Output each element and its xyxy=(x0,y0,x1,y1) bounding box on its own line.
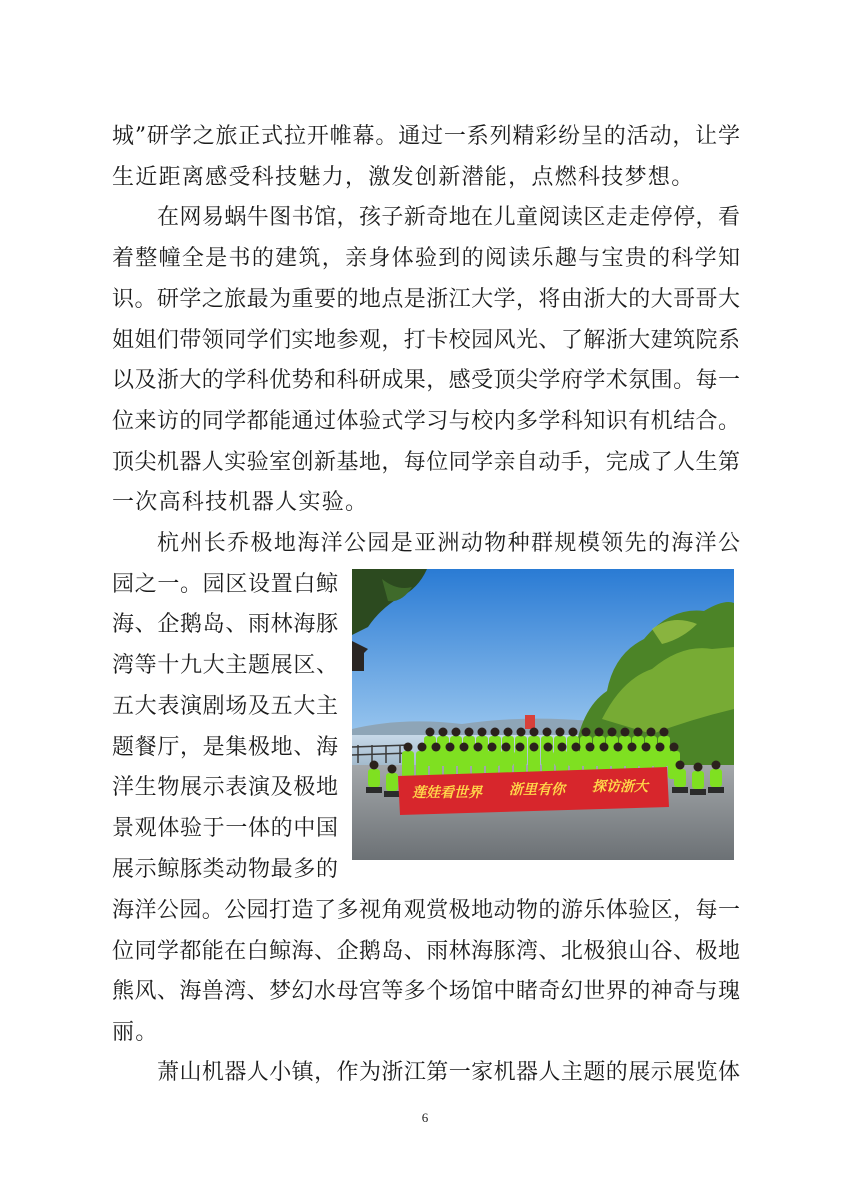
banner-text-1: 莲娃看世界 xyxy=(412,785,482,801)
student-figure xyxy=(458,743,470,780)
student-figure xyxy=(402,743,414,780)
body-text-line: 姐姐们带领同学们实地参观，打卡校园风光、了解浙大建筑院系 xyxy=(112,328,740,353)
body-text-line: 海洋公园。公园打造了多视角观赏极地动物的游乐体验区，每一 xyxy=(112,898,740,923)
body-text-line: 顶尖机器人实验室创新基地，每位同学亲自动手，完成了人生第 xyxy=(112,450,740,475)
body-text-line: 生近距离感受科技魅力，激发创新潜能，点燃科技梦想。 xyxy=(112,165,695,190)
body-text-line: 洋生物展示表演及极地 xyxy=(112,775,338,800)
body-text-line: 着整幢全是书的建筑，亲身体验到的阅读乐趣与宝贵的科学知 xyxy=(112,246,740,271)
body-text-line: 熊风、海兽湾、梦幻水母宫等多个场馆中睹奇幻世界的神奇与瑰 xyxy=(112,979,740,1004)
body-text-line: 景观体验于一体的中国 xyxy=(112,816,338,841)
body-text-line: 一次高科技机器人实验。 xyxy=(112,490,369,515)
student-figure xyxy=(416,743,428,780)
body-text-line: 海、企鹅岛、雨林海豚 xyxy=(112,612,338,637)
body-text-line: 位来访的同学都能通过体验式学习与校内多学科知识有机结合。 xyxy=(112,409,740,434)
student-figure xyxy=(444,743,456,780)
banner-text-3: 探访浙大 xyxy=(592,779,648,795)
body-text-line: 位同学都能在白鲸海、企鹅岛、雨林海豚湾、北极狼山谷、极地 xyxy=(112,939,740,964)
group-photo-image xyxy=(352,569,734,860)
body-text-line: 五大表演剧场及五大主 xyxy=(112,694,338,719)
banner-text-2: 浙里有你 xyxy=(509,782,565,798)
page-number: 6 xyxy=(421,1110,429,1125)
paragraph-first-line: 萧山机器人小镇，作为浙江第一家机器人主题的展示展览体 xyxy=(157,1060,740,1085)
body-text-line: 园之一。园区设置白鲸 xyxy=(112,572,338,597)
body-text-line: 城”研学之旅正式拉开帷幕。通过一系列精彩纷呈的活动，让学 xyxy=(112,124,740,149)
body-text-line: 展示鲸豚类动物最多的 xyxy=(112,857,338,882)
body-text-line: 识。研学之旅最为重要的地点是浙江大学，将由浙大的大哥哥大 xyxy=(112,287,740,312)
body-text-line: 丽。 xyxy=(112,1020,159,1045)
body-text-line: 题餐厅，是集极地、海 xyxy=(112,735,338,760)
student-figure xyxy=(430,743,442,780)
paragraph-first-line: 在网易蜗牛图书馆，孩子新奇地在儿童阅读区走走停停，看 xyxy=(157,205,740,230)
body-text-line: 以及浙大的学科优势和科研成果，感受顶尖学府学术氛围。每一 xyxy=(112,368,740,393)
body-text-line: 湾等十九大主题展区、 xyxy=(112,653,338,678)
paragraph-first-line: 杭州长乔极地海洋公园是亚洲动物种群规模领先的海洋公 xyxy=(157,531,740,556)
group-photo xyxy=(352,569,734,860)
red-sign xyxy=(525,715,535,729)
